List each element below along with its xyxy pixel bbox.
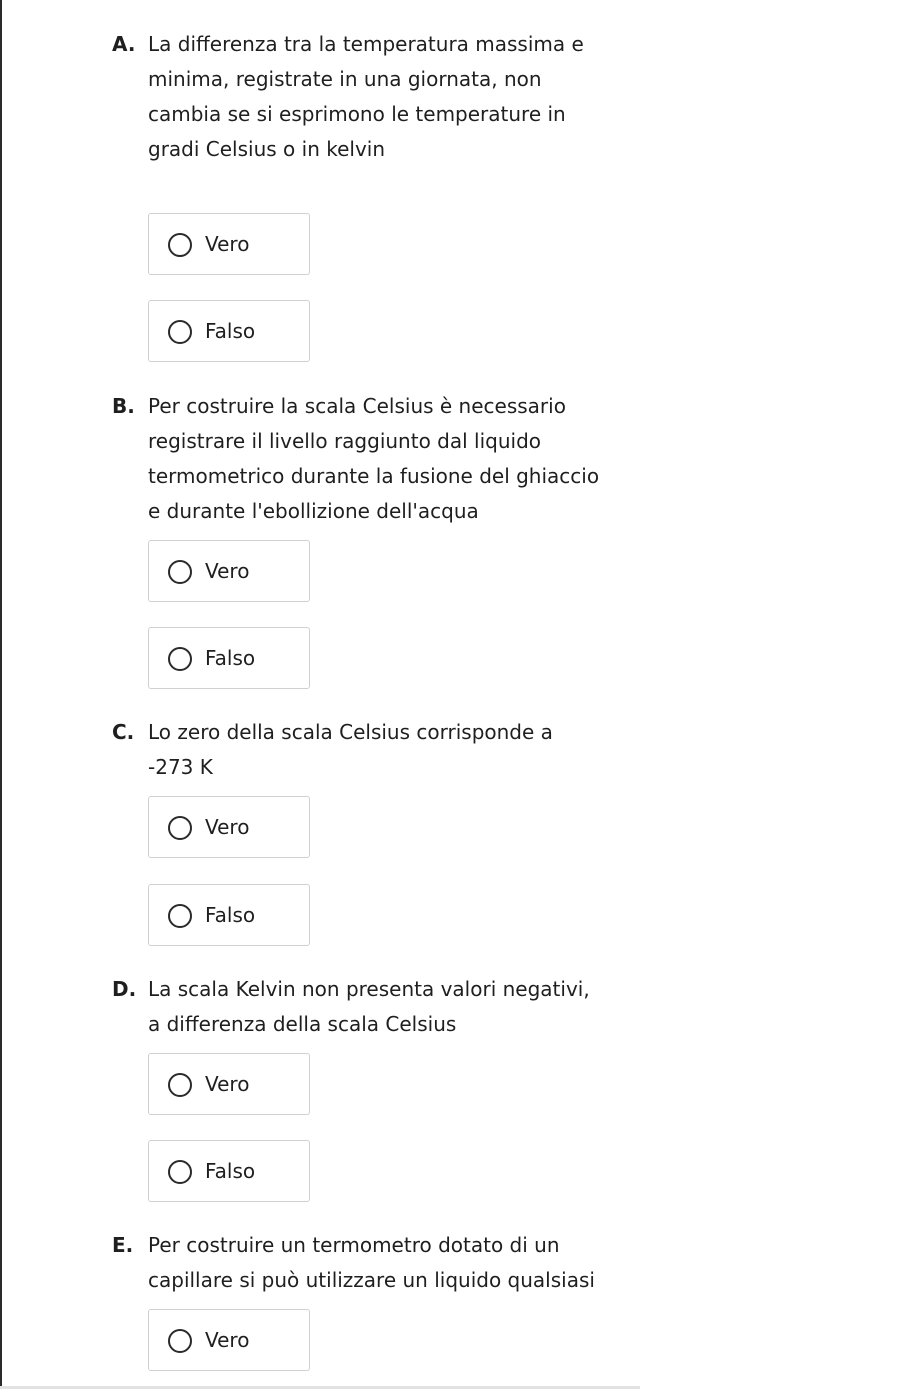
question-letter: E. [112, 1233, 134, 1257]
option-label: Vero [205, 559, 250, 583]
question-text: La scala Kelvin non presenta valori negativi, a differenza della scala Celsius [148, 977, 590, 1036]
option-vero[interactable] [148, 540, 310, 602]
option-label: Vero [205, 1072, 250, 1096]
radio-button-icon[interactable] [168, 233, 192, 257]
radio-button-icon[interactable] [168, 816, 192, 840]
radio-button-icon[interactable] [168, 647, 192, 671]
radio-button-icon[interactable] [168, 904, 192, 928]
question-text: La differenza tra la temperatura massima e minima, registrate in una giornata, non cambia se si esprimono le temperature in gradi Celsius o in kelvin [148, 32, 584, 161]
option-label: Falso [205, 646, 256, 670]
question-letter: C. [112, 720, 135, 744]
option-falso[interactable] [148, 884, 310, 946]
option-vero[interactable] [148, 796, 310, 858]
option-label: Falso [205, 903, 256, 927]
question-text: Per costruire la scala Celsius è necessario registrare il livello raggiunto dal liquido termometrico durante la fusione del ghiaccio e durante l'ebollizione dell'acqua [148, 394, 600, 523]
question-letter: D. [112, 977, 137, 1001]
radio-button-icon[interactable] [168, 560, 192, 584]
option-label: Vero [205, 815, 250, 839]
question-text: Per costruire un termometro dotato di un capillare si può utilizzare un liquido qualsiasi [148, 1233, 595, 1292]
question-letter: B. [112, 394, 135, 418]
option-vero[interactable] [148, 1309, 310, 1371]
option-label: Falso [205, 319, 256, 343]
option-vero[interactable] [148, 1053, 310, 1115]
question-text: Lo zero della scala Celsius corrisponde a -273 K [148, 720, 553, 779]
option-label: Falso [205, 1159, 256, 1183]
option-falso[interactable] [148, 300, 310, 362]
left-border [0, 0, 2, 1389]
option-vero[interactable] [148, 213, 310, 275]
option-falso[interactable] [148, 1140, 310, 1202]
option-falso[interactable] [148, 627, 310, 689]
radio-button-icon[interactable] [168, 1160, 192, 1184]
option-label: Vero [205, 1328, 250, 1352]
radio-button-icon[interactable] [168, 1329, 192, 1353]
question-letter: A. [112, 32, 136, 56]
radio-button-icon[interactable] [168, 1073, 192, 1097]
radio-button-icon[interactable] [168, 320, 192, 344]
option-label: Vero [205, 232, 250, 256]
